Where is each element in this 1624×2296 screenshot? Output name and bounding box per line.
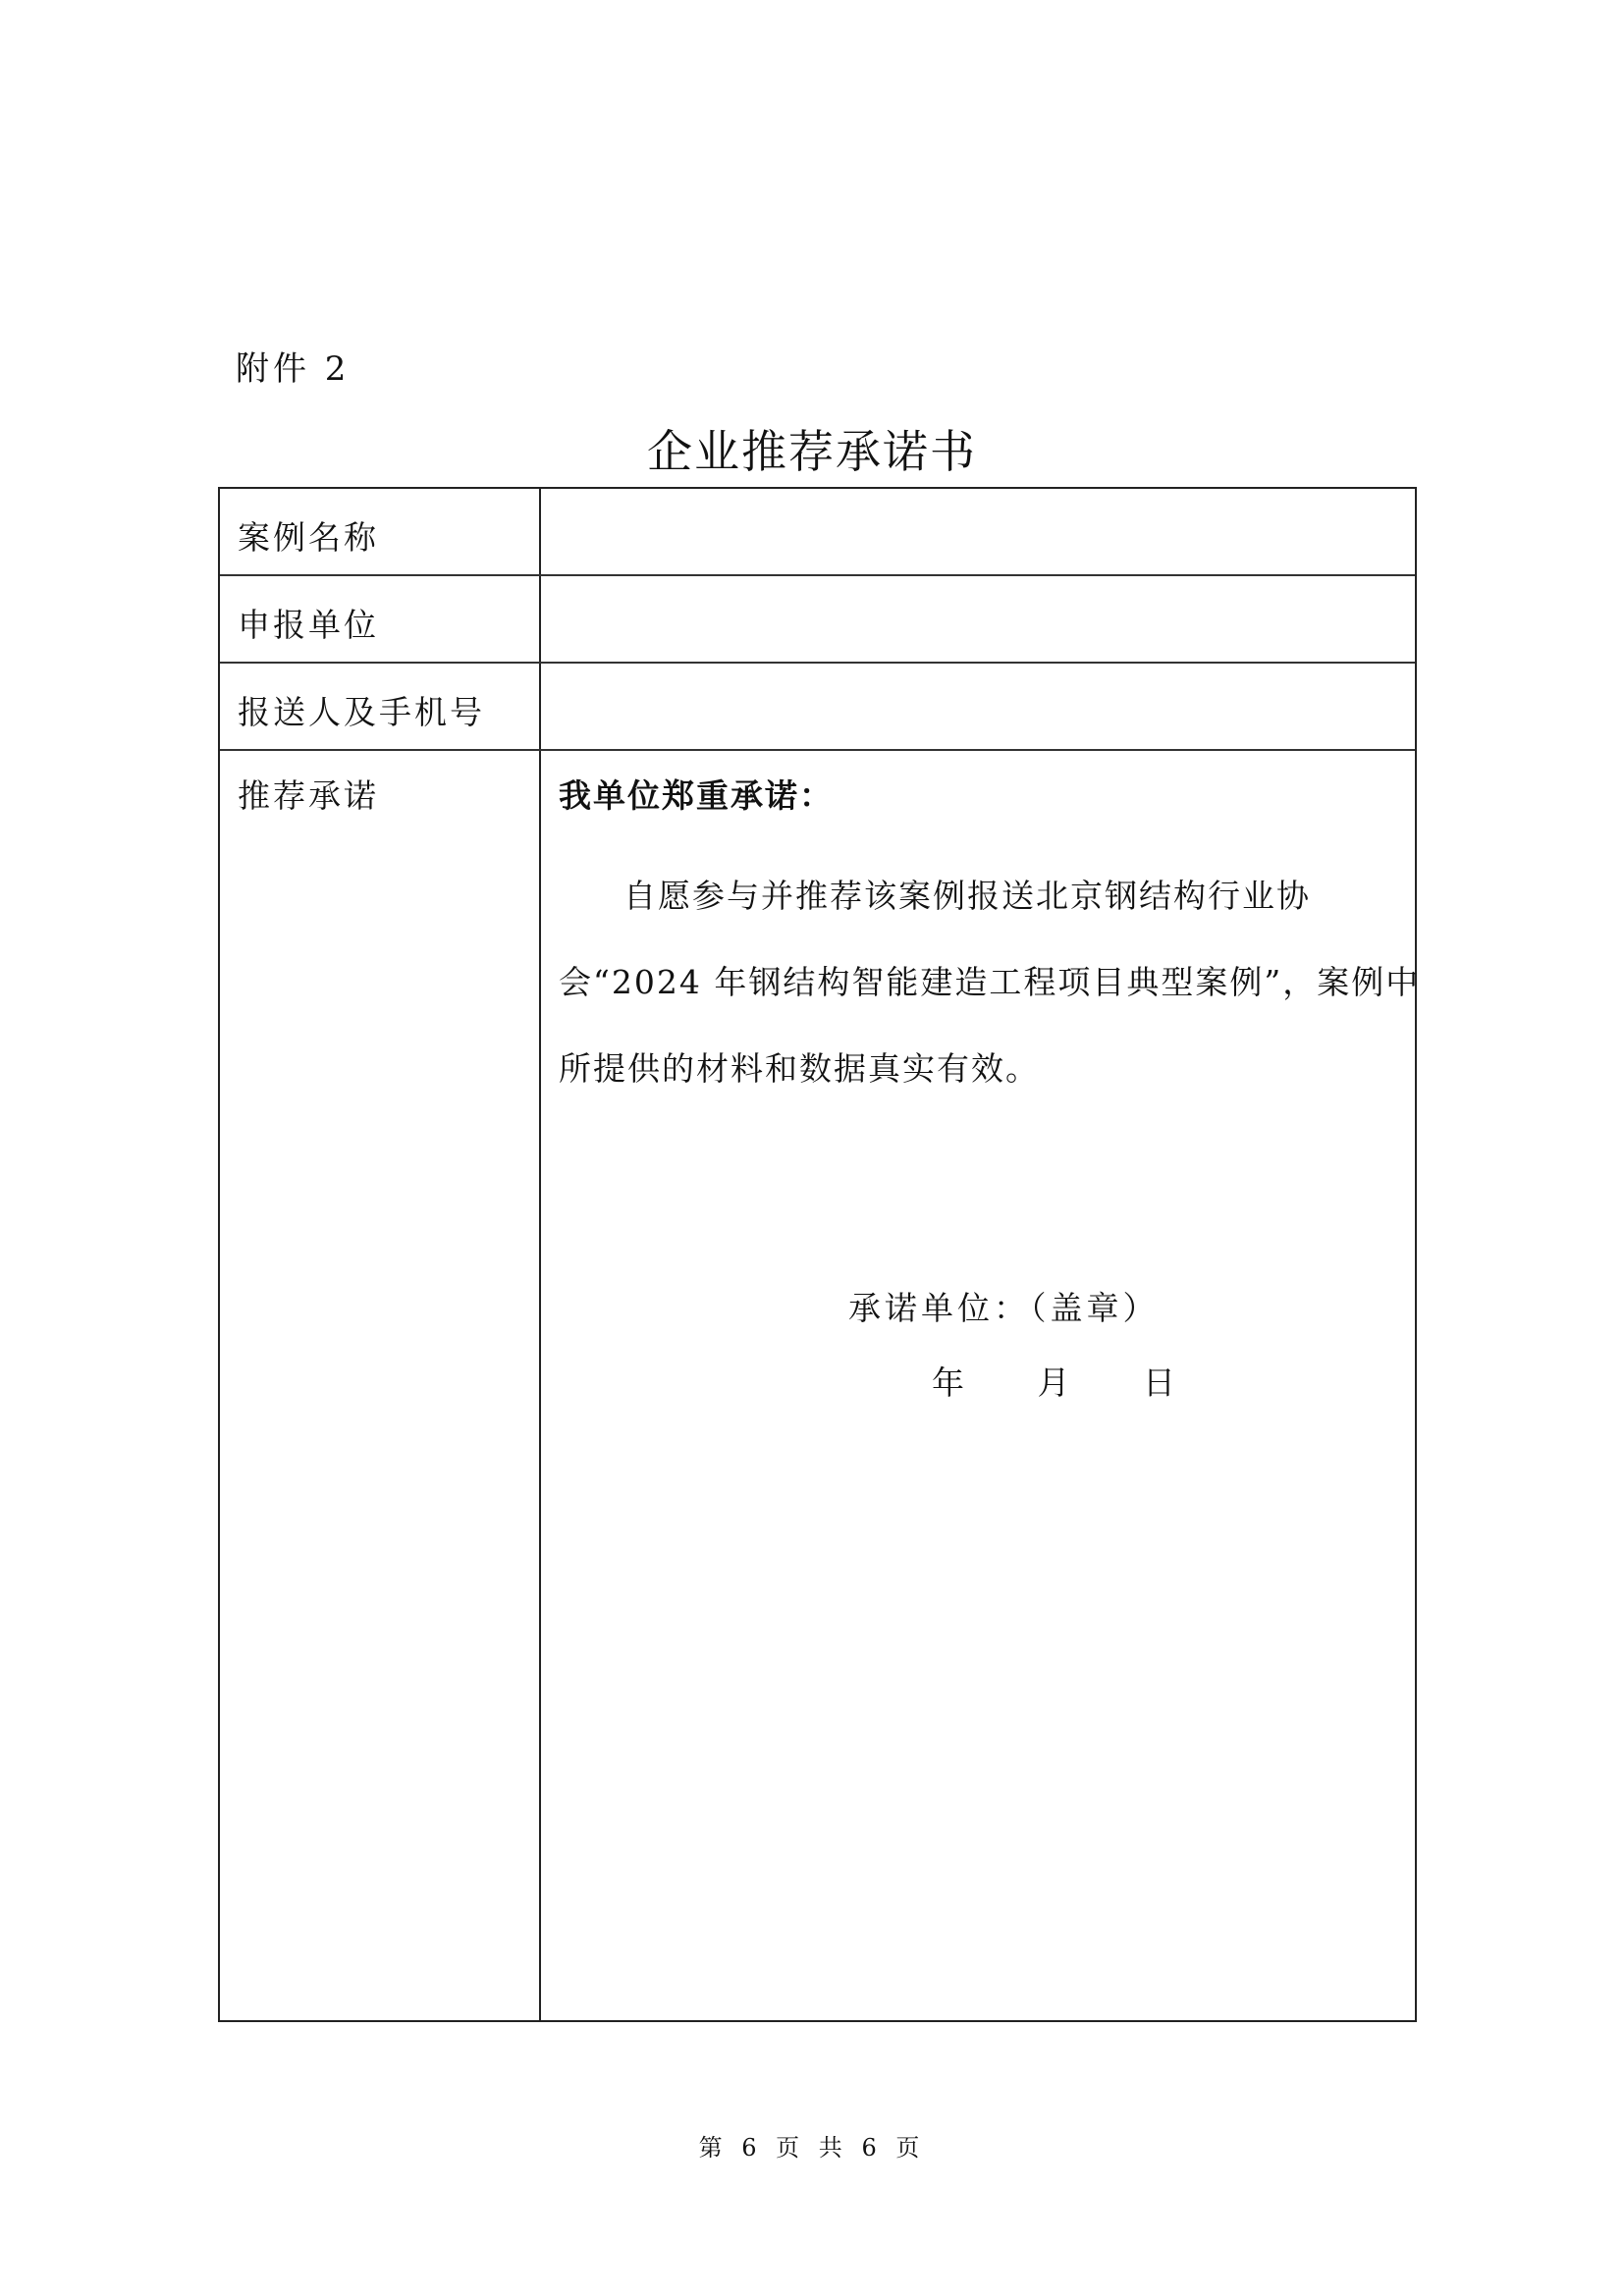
document-title: 企业推荐承诺书 (647, 425, 977, 478)
page-number: 第 6 页 共 6 页 (698, 2134, 926, 2162)
applicant-unit-label: 申报单位 (238, 606, 379, 644)
case-name-field[interactable] (541, 489, 1415, 574)
date-day-label: 日 (1143, 1363, 1175, 1402)
commitment-paragraph-block (559, 853, 1423, 1112)
seal-label: 承诺单位：（盖章） (848, 1289, 1160, 1327)
case-name-label: 案例名称 (238, 518, 379, 557)
date-month-label: 月 (1037, 1363, 1070, 1402)
date-year-label: 年 (932, 1363, 964, 1402)
submitter-phone-field[interactable] (541, 664, 1415, 749)
date-line (932, 1358, 1175, 1404)
recommendation-form-table (218, 487, 1421, 2022)
attachment-label: 附件 2 (236, 349, 351, 389)
table-row-submitter-phone (220, 664, 1415, 751)
commitment-paragraph: 自愿参与并推荐该案例报送北京钢结构行业协会“2024 年钢结构智能建造工程项目典型案例”，案例中所提供的材料和数据真实有效。 (559, 877, 1421, 1088)
table-row-commitment (220, 751, 1421, 2020)
submitter-phone-label: 报送人及手机号 (238, 693, 485, 731)
commitment-label: 推荐承诺 (238, 776, 379, 815)
applicant-unit-field[interactable] (541, 576, 1415, 662)
table-row-case-name (220, 489, 1415, 576)
commitment-content (541, 751, 1421, 2020)
table-row-applicant-unit (220, 576, 1415, 664)
commitment-heading: 我单位郑重承诺： (559, 776, 834, 815)
